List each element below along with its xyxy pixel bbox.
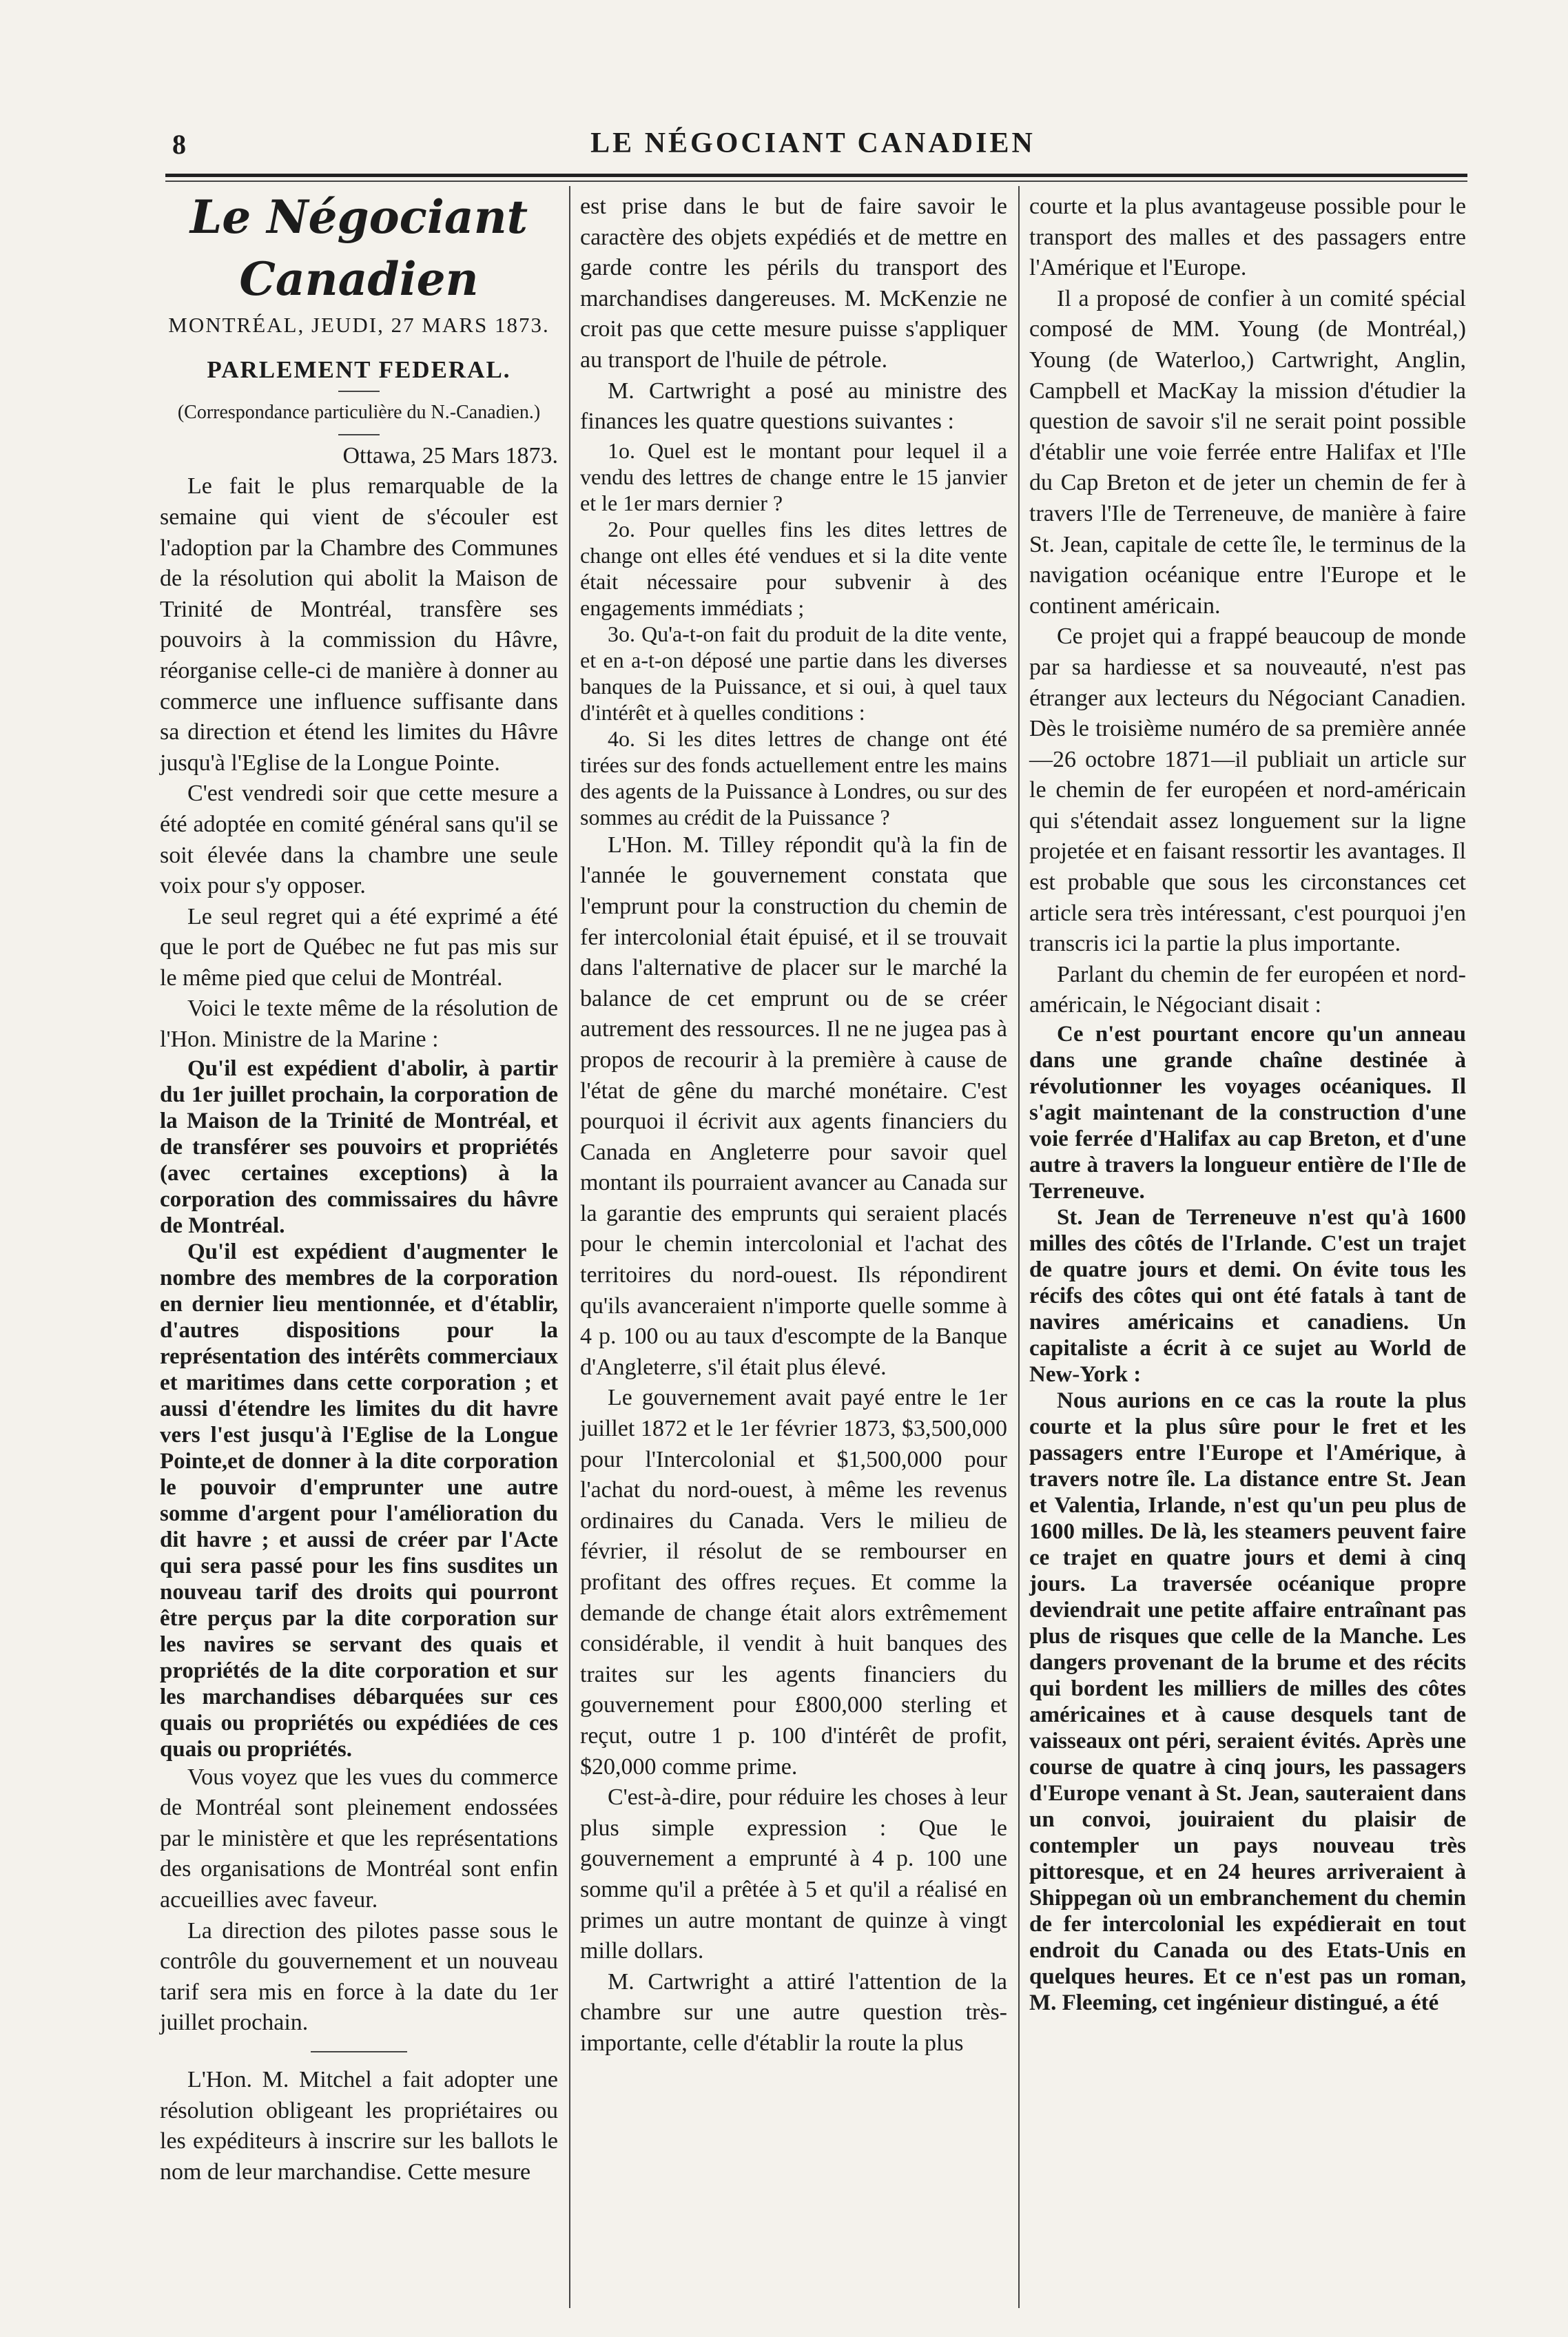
header-rule-thin [165, 181, 1467, 182]
paragraph: C'est-à-dire, pour réduire les choses à leur plus simple expression : Que le gouvernement a emprunté à 4 p. 100 une somme qu'il a prêtée à 5 et qu'il a réalisé en primes un autre montant de quinze à vingt mille dollars. [580, 1784, 1007, 1964]
paragraph: Le gouvernement avait payé entre le 1er juillet 1872 et le 1er février 1873, $3,500,000 pour l'Intercolonial et $1,500,000 pour l'achat du nord-ouest, à même les revenus ordinaires du Canada. Vers le milieu de février, il résolut de se rembourser en profitant des offres reçues. Et comme la demande de change était alors extrêmement considérable, il vendit à huit banques des traites sur les agents financiers du gouvernement pour £800,000 sterling et reçut, outre 1 p. 100 d'intérêt de profit, $20,000 comme prime. [580, 1385, 1007, 1780]
paragraph: L'Hon. M. Tilley répondit qu'à la fin de l'année le gouvernement constata que l'emprunt pour la construction du chemin de fer intercolonial était épuisé, et il se trouvait dans l'alternative de placer sur le marché la balance de cet emprunt ou de se créer autrement des ressources. Il ne ne jugea pas à propos de recourir à la première à cause de l'état de gêne du marché monétaire. C'est pourquoi il écrivit aux agents financiers du Canada en Angleterre pour savoir quel montant ils pourraient avancer au Canada sur la garantie des emprunts qui seraient placés pour le chemin intercolonial et l'achat des territoires du nord-ouest. Ils répondirent qu'ils avanceraient n'importe quelle somme à 4 p. 100 ou au taux d'escompte de la Banque d'Angleterre, s'il était plus élevé. [580, 832, 1007, 1380]
running-title: LE NÉGOCIANT CANADIEN [590, 127, 1035, 159]
divider [338, 434, 380, 435]
paragraph: C'est vendredi soir que cette mesure a été adoptée en comité général sans qu'il se soit élevée dans la chambre une seule voix pour s'y opposer. [160, 781, 558, 899]
divider [338, 391, 380, 392]
paragraph: Voici le texte même de la résolution de l'Hon. Ministre de la Marine : [160, 996, 558, 1053]
page-number: 8 [172, 129, 186, 160]
paragraph: L'Hon. M. Mitchel a fait adopter une résolution obligeant les propriétaires ou les expéditeurs à inscrire sur les ballots le nom de leur marchandise. Cette mesure [160, 2067, 558, 2185]
question-item: 1o. Quel est le montant pour lequel il a vendu des lettres de change entre le 15 janvier et le 1er mars dernier ? [580, 437, 1007, 515]
question-item: 4o. Si les dites lettres de change ont été tirées sur des fonds actuellement entre les mains des agents de la Puissance à Londres, ou sur des sommes au crédit de la Puissance ? [580, 725, 1007, 830]
quoted-text: St. Jean de Terreneuve n'est qu'à 1600 milles des côtés de l'Irlande. C'est un trajet de quatre jours et demi. On évite tous les récifs des côtes qui ont été fatals à tant de navires américains et canadiens. Un capitaliste a écrit à ce sujet au World de New-York : [1029, 1205, 1466, 1388]
masthead: Le Négociant Canadien [189, 190, 528, 306]
paragraph: Le seul regret qui a été exprimé a été que le port de Québec ne fut pas mis sur le même pied que celui de Montréal. [160, 903, 558, 991]
paragraph: Parlant du chemin de fer européen et nord-américain, le Négociant disait : [1029, 961, 1466, 1018]
column-1 [160, 192, 558, 2187]
paragraph: Ce projet qui a frappé beaucoup de monde par sa hardiesse et sa nouveauté, n'est pas étranger aux lecteurs du Négociant Canadien. Dès le troisième numéro de sa première année—26 octobre 1871—il publiait un article sur le chemin de fer européen et nord-américain qui s'étendait assez longuement sur la ligne projetée et en faisant ressortir les avantages. Il est probable que sous les circonstances cet article sera très intéressant, c'est pourquoi j'en transcris ici la partie la plus importante. [1029, 624, 1466, 957]
resolution-text: Qu'il est expédient d'abolir, à partir du 1er juillet prochain, la corporation de la Maison de la Trinité de Montréal, et de transférer ses pouvoirs et propriétés (avec certaines exceptions) à la corporation des commissaires du hâvre de Montréal. [160, 1056, 558, 1238]
resolution-text: Qu'il est expédient d'augmenter le nombre des membres de la corporation en dernier lieu mentionnée, et d'établir, d'autres dispositions pour la représentation des intérêts commerciaux et maritimes dans cette corporation ; et aussi d'étendre les limites du dit havre vers l'est jusqu'à l'Eglise de la Longue Pointe,et de donner à la dite corporation le pouvoir d'emprunter une autre somme d'argent pour l'amélioration du dit havre ; et aussi de créer par l'Acte qui sera passé pour les fins susdites un nouveau tarif des droits qui pourront être perçus par la dite corporation sur les navires se servant des quais et propriétés de la dite corporation et sur les marchandises débarquées sur ces quais ou propriétés ou expédiées de ces quais ou propriétés. [160, 1239, 558, 1762]
paragraph: M. Cartwright a posé au ministre des finances les quatre questions suivantes : [580, 378, 1007, 435]
paragraph: Le fait le plus remarquable de la semaine qui vient de s'écouler est l'adoption par la Chambre des Communes de la résolution qui abolit la Maison de Trinité de Montréal, transfère ses pouvoirs à la commission du Hâvre, réorganise celle-ci de manière à donner au commerce une influence suffisante dans sa direction et étend les limites du Hâvre jusqu'à l'Eglise de la Longue Pointe. [160, 473, 558, 776]
divider [311, 2051, 407, 2052]
paragraph: Il a proposé de confier à un comité spécial composé de MM. Young (de Montréal,) Young (de Waterloo,) Cartwright, Anglin, Campbell et MacKay la mission d'étudier la question de savoir s'il ne serait point possible d'établir une voie ferrée entre Halifax et l'Ile du Cap Breton et de jeter un chemin de fer à travers l'Ile de Terreneuve, de manière à faire St. Jean, capitale de cette île, le terminus de la navigation océanique entre l'Europe et le continent américain. [1029, 285, 1466, 619]
quoted-text: Ce n'est pourtant encore qu'un anneau dans une grande chaîne destinée à révolutionner les voyages océaniques. Il s'agit maintenant de la construction d'une voie ferrée d'Halifax au cap Breton, et d'une autre à travers la longueur entière de l'Ile de Terreneuve. [1029, 1022, 1466, 1204]
column-divider [1018, 186, 1020, 2308]
section-title: PARLEMENT FEDERAL. [207, 356, 511, 383]
paragraph: courte et la plus avantageuse possible pour le transport des malles et des passagers entre l'Amérique et l'Europe. [1029, 194, 1466, 281]
column-2 [580, 192, 1007, 2059]
column-divider [569, 186, 570, 2308]
paragraph: La direction des pilotes passe sous le contrôle du gouvernement et un nouveau tarif sera mis en force à la date du 1er juillet prochain. [160, 1917, 558, 2036]
paragraph: Vous voyez que les vues du commerce de Montréal sont pleinement endossées par le ministère et que les représentations des organisations de Montréal sont enfin accueillies avec faveur. [160, 1764, 558, 1913]
column-3 [1029, 192, 1466, 2016]
place-date: Ottawa, 25 Mars 1873. [342, 442, 558, 469]
quoted-text: Nous aurions en ce cas la route la plus courte et la plus sûre pour le fret et les passagers entre l'Europe et l'Amérique, à travers notre île. La distance entre St. Jean et Valentia, Irlande, n'est qu'un peu plus de 1600 milles. De là, les steamers peuvent faire ce trajet en quatre jours et demi à cinq jours. La traversée océanique propre deviendrait une petite affaire entraînant pas plus de risques que celle de la Manche. Les dangers provenant de la brume et des récits qui bordent les milliers de milles des côtes américaines et à cause desquels tant de vaisseaux ont péri, seraient évités. Après une course de quatre à cinq jours, les passagers d'Europe venant à St. Jean, sauteraient dans un convoi, jouiraient du plaisir de contempler un pays nouveau très pittoresque, et en 24 heures arriveraient à Shippegan où un embranchement du chemin de fer intercolonial les expédierait en tout endroit du Canada ou des Etats-Unis en quelques heures. Et ce n'est pas un roman, M. Fleeming, cet ingénieur distingué, a été [1029, 1388, 1466, 2016]
question-item: 2o. Pour quelles fins les dites lettres de change ont elles été vendues et si la dite vente était nécessaire pour subvenir à des engagements immédiats ; [580, 516, 1007, 620]
paragraph: est prise dans le but de faire savoir le caractère des objets expédiés et de mettre en garde contre les périls du transport des marchandises dangereuses. M. McKenzie ne croit pas que cette mesure puisse s'appliquer au transport de l'huile de pétrole. [580, 194, 1007, 373]
correspondence-note: (Correspondance particulière du N.-Canadien.) [177, 402, 541, 424]
header-rule [165, 174, 1467, 177]
dateline: MONTRÉAL, JEUDI, 27 MARS 1873. [168, 313, 550, 337]
question-item: 3o. Qu'a-t-on fait du produit de la dite vente, et en a-t-on déposé une partie dans les diverses banques de la Puissance, et si oui, à quel taux d'intérêt et à quelles conditions : [580, 621, 1007, 725]
paragraph: M. Cartwright a attiré l'attention de la chambre sur une autre question très-importante, celle d'établir la route la plus [580, 1968, 1007, 2056]
page-header [158, 125, 1467, 167]
